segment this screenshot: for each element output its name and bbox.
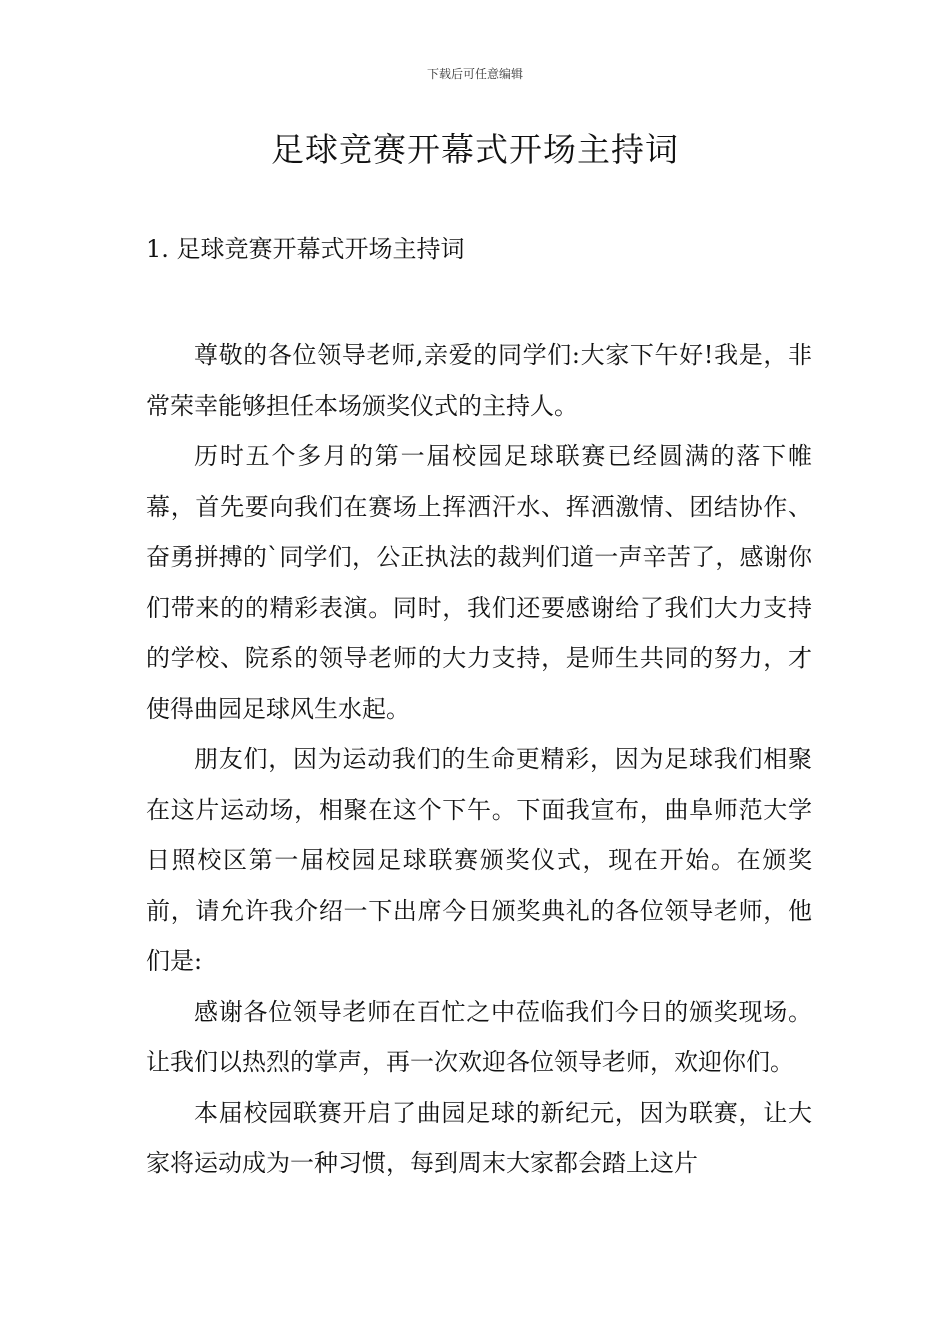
document-body xyxy=(146,330,812,1189)
paragraph: 本届校园联赛开启了曲园足球的新纪元，因为联赛，让大家将运动成为一种习惯，每到周末大家都会踏上这片 xyxy=(146,1098,812,1177)
document-title: 足球竞赛开幕式开场主持词 xyxy=(271,130,679,169)
paragraph: 尊敬的各位领导老师,亲爱的同学们:大家下午好!我是，非常荣幸能够担任本场颁奖仪式的主持人。 xyxy=(146,341,812,420)
paragraph: 历时五个多月的第一届校园足球联赛已经圆满的落下帷幕，首先要向我们在赛场上挥洒汗水、挥洒激情、团结协作、奋勇拼搏的`同学们，公正执法的裁判们道一声辛苦了，感谢你们带来的的精彩表演。同时，我们还要感谢给了我们大力支持的学校、院系的领导老师的大力支持，是师生共同的努力，才使得曲园足球风生水起。 xyxy=(146,442,812,723)
paragraph: 朋友们，因为运动我们的生命更精彩，因为足球我们相聚在这片运动场，相聚在这个下午。下面我宣布，曲阜师范大学日照校区第一届校园足球联赛颁奖仪式，现在开始。在颁奖前，请允许我介绍一下出席今日颁奖典礼的各位领导老师，他们是: xyxy=(146,745,812,975)
paragraph: 感谢各位领导老师在百忙之中莅临我们今日的颁奖现场。让我们以热烈的掌声，再一次欢迎各位领导老师，欢迎你们。 xyxy=(146,997,812,1076)
header-note: 下载后可任意编辑 xyxy=(426,67,523,81)
section-heading: 1. 足球竞赛开幕式开场主持词 xyxy=(146,235,465,263)
